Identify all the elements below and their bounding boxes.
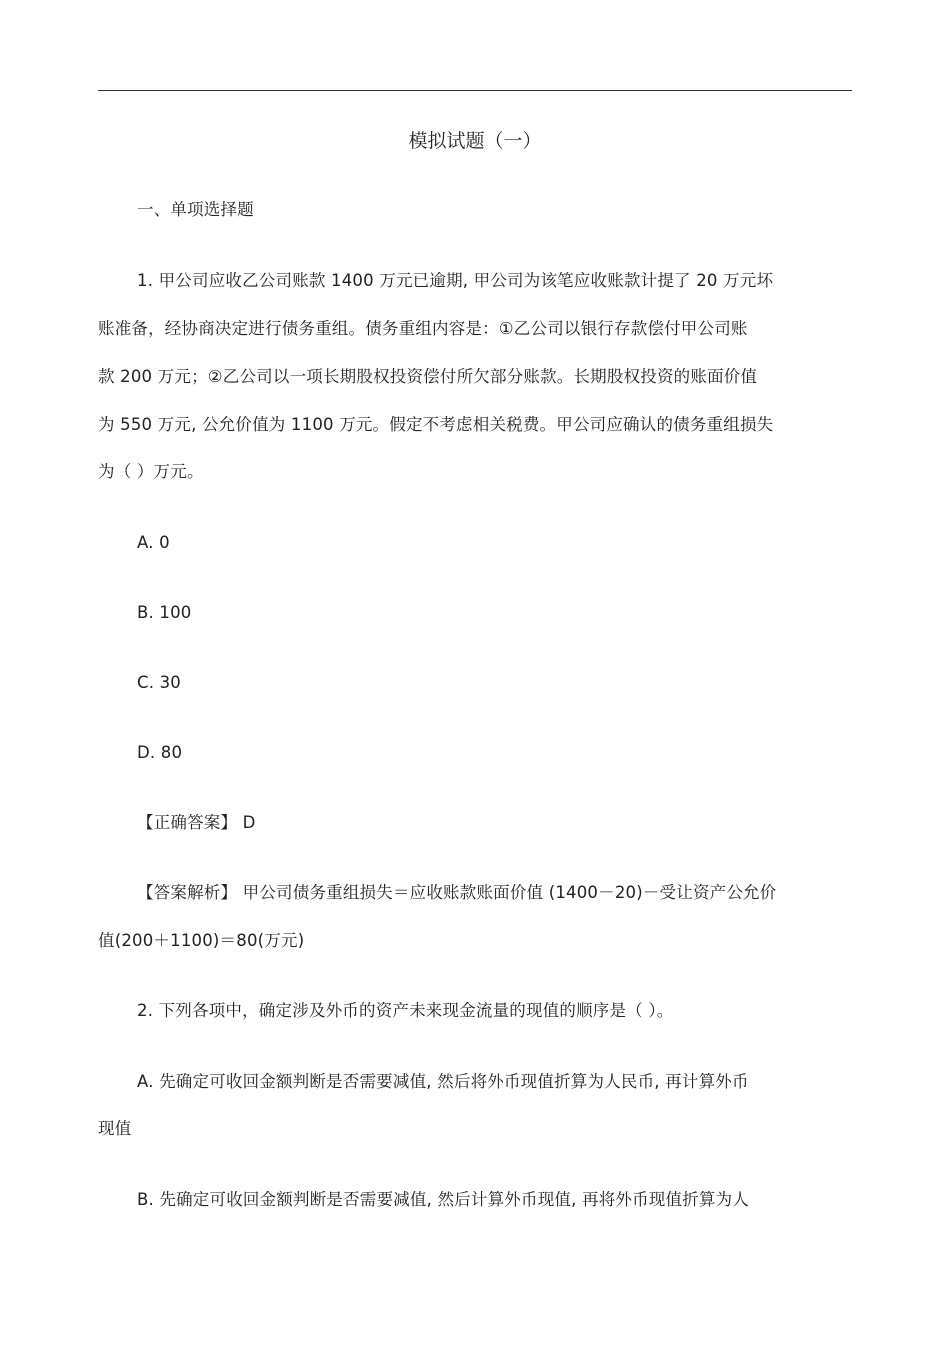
q1-option-d: D. 80: [137, 743, 183, 762]
q1-option-a: A. 0: [137, 533, 170, 552]
section-heading: 一、单项选择题: [137, 200, 254, 219]
q1-stem-line-4: 为 550 万元, 公允价值为 1100 万元。假定不考虑相关税费。甲公司应确认的债务重组损失: [98, 415, 774, 434]
q2-option-a-line-1: A. 先确定可收回金额判断是否需要减值, 然后将外币现值折算为人民币, 再计算外币: [137, 1072, 749, 1091]
q2-stem: 2. 下列各项中，确定涉及外币的资产未来现金流量的现值的顺序是（ ）。: [137, 1001, 674, 1020]
page-title: 模拟试题（一）: [408, 130, 542, 152]
q1-stem-line-3: 款 200 万元；②乙公司以一项长期股权投资偿付所欠部分账款。长期股权投资的账面价值: [98, 367, 758, 386]
q1-stem-line-2: 账准备，经协商决定进行债务重组。债务重组内容是：①乙公司以银行存款偿付甲公司账: [98, 319, 748, 338]
q1-correct-answer: 【正确答案】 D: [137, 813, 256, 832]
q2-option-a-line-2: 现值: [98, 1119, 132, 1138]
header-rule: [98, 90, 852, 91]
q1-option-b: B. 100: [137, 603, 192, 622]
q1-analysis-line-1: 【答案解析】 甲公司债务重组损失＝应收账款账面价值 (1400－20)－受让资产公允价: [137, 883, 777, 902]
q1-analysis-line-2: 值(200＋1100)＝80(万元): [98, 931, 305, 950]
q1-stem-line-5: 为（ ）万元。: [98, 462, 204, 481]
q1-stem-line-1: 1. 甲公司应收乙公司账款 1400 万元已逾期, 甲公司为该笔应收账款计提了 20 万元坏: [137, 271, 774, 290]
q2-option-b-line-1: B. 先确定可收回金额判断是否需要减值, 然后计算外币现值, 再将外币现值折算为人: [137, 1190, 749, 1209]
q1-option-c: C. 30: [137, 673, 182, 692]
